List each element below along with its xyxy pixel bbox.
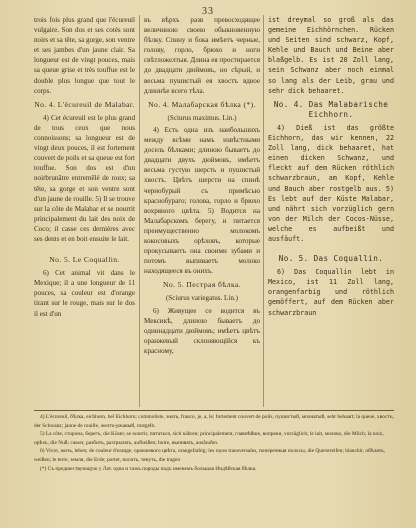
column-divider: [139, 15, 140, 407]
russian-section-5-latin-name: (Sciurus variegatus. Lin.): [165, 294, 239, 303]
russian-section-4-text: 4) Есть одна изъ наибольшихъ между всѣми намъ извѣстными досель бѣлками; длиною бываетъ до двадцати двухъ дюймовъ, имѣетъ весьма густую шерсть и пушистый хвостъ. Цвѣтъ шерсти на спинѣ чернобурый съ примѣсью краснобурaго; голова, горло и брюхо вохряного цвѣта. 5) Водится на Малабарскомъ берегу, и питается преимущественно молокомъ кокосовыхъ орѣховъ, которые прокусываетъ она своими зубами и потомъ выпиваетъ молоко находящееся въ онихъ.: [144, 125, 260, 276]
footnotes: [34, 410, 394, 473]
russian-section-4-latin-name: (Sciurus maximus. Lin.): [167, 113, 237, 122]
german-section-5-text: 6) Das Coquallin lebt in Mexico, ist 11 Zoll lang, orangenfarbig und röthlich gemöffert, auf dem Rücken aber schwarzbraun: [268, 268, 394, 317]
footnote-4: 4) L'écureuil, бѣлка, eichhorn, bel Eichhorn; commoliste, знать, franco, je, a, le; fortement couvert de poils, пушистый, мохнатый, sehr behaart; la queue, хвостъ, der Schwanz; jaune de rouille, желто-ржавый, rostgelb.: [34, 414, 394, 429]
russian-intro-text: въ вѣрхъ разв превосходящее величиною своею обыкновенную бѣлку. Спину и бока имѣетъ черные, голову, горло, брюхо и ноги свѣтложелтыя. Длина ея простирается до двадцати дюймовъ, но сѣрый, и весьма пушистый ея хвостъ вдвое длиннѣе всего тѣла.: [144, 16, 260, 95]
french-section-4-heading: No. 4. L'écureuil de Malabar.: [34, 99, 135, 109]
column-divider: [263, 15, 264, 407]
footnote-asterisk: (*) Съ предшествующую у Лат. одна и тажъ породы подъ именемъ большая Индѣйская бѣлка.: [40, 465, 257, 472]
french-column: [34, 15, 135, 319]
german-column: [268, 15, 394, 318]
footnote-5: 5) La côte, сторона, берегъ, die Küste; se nourrir, питаться, sich nähren; principalement, главнѣйше, вопреки, vorzüglich; le lait, молоко, die Milch; la noix, орѣхъ, die Nuß; casser, разбить, разгрызать, aufbeißen; boire, выпивать, ausfaufen.: [34, 431, 384, 446]
russian-section-4-heading: No. 4. Малабарская бѣлка (*).: [148, 99, 256, 109]
russian-column: [144, 15, 260, 356]
german-section-4-text: 4) Dieß ist das größte Eichhorn, das wir kennen, 22 Zoll lang, dick behaaret, hat einen dicken Schwanz, und fleckt auf dem Rücken röthlich schwarzbraun, am Kopf, Kehle und Bauch aber rostgelb aus. 5) Es lebt auf der Küste Malabar, und nährt sich vorzüglich gern von der Milch der Cocos-Nüsse, welche es aufbeißt und ausfäuft.: [268, 123, 394, 243]
french-section-4-text: 4) Cet écureuil est le plus grand de tous ceux que nous connoissons; sa longueur est de vingt deux pouces, il est fortement couvert de poils et sa queue est fort touffue. Son dos est d'un noirbrunâtre entremêlé de roux; sa tête, sa gorge et son ventre sont d'un jaune de rouille. 5) Il se trouve sur la côte de Malabar et se nourrit principalement du lait des noix de Coco; il casse ces dernières avec ses dents et en boit ensuite le lait.: [34, 113, 135, 243]
french-section-5-heading: No. 5. Le Coquallin.: [49, 255, 120, 265]
russian-section-5-heading: No. 5. Пестрая бѣлка.: [162, 280, 242, 290]
french-intro-text: trois fois plus grand que l'écureuil vulgaire. Son dos et ses cotés sont noirs et sa tête, sa gorge, son ventre et ses jambes d'un jaune clair. Sa longueur est de vingt pouces, mais sa queue grise et très touffue est le double plus longue que tout le corps.: [34, 16, 135, 95]
page-number: 33: [202, 6, 214, 17]
german-intro-text: ist dreymal so groß als das gemeine Eichhörnchen. Rücken und Seiten sind schwarz, Kopf, Kehle und Bauch und Beine aber blaßgelb. Es ist 20 Zoll lang, sein Schwanz aber noch einmal so lang als der Leib, grau und sehr dick behaaret.: [268, 16, 394, 95]
russian-section-5-text: 6) Живущее се водится въ Мексикѣ, длиною бываетъ до одиннадцати дюймовъ; имѣетъ цвѣтъ оранжевый склоняющійся къ красному,: [144, 306, 260, 355]
footnote-6: 6) Vivre, жить, leben; de couleur d'orange, оранжевого цвѣта, orangefarbig; les rayes transversales, поперечныя полосы, die Querstreifen; blanchir, обѣлять, weißen; le terre, земля, die Erde; porter, носить, тянуть, die tragen: [34, 448, 386, 463]
french-section-5-text: 6) Cet animal vit dans le Mexique; il a une longueur de 11 pouces, sa couleur est d'orange tirant sur le rouge, mais sur le dos il est d'un: [34, 269, 135, 318]
german-section-4-heading: No. 4. Das Malabarische Eichhorn.: [273, 99, 389, 119]
german-section-5-heading: No. 5. Das Coquallin.: [278, 254, 384, 264]
